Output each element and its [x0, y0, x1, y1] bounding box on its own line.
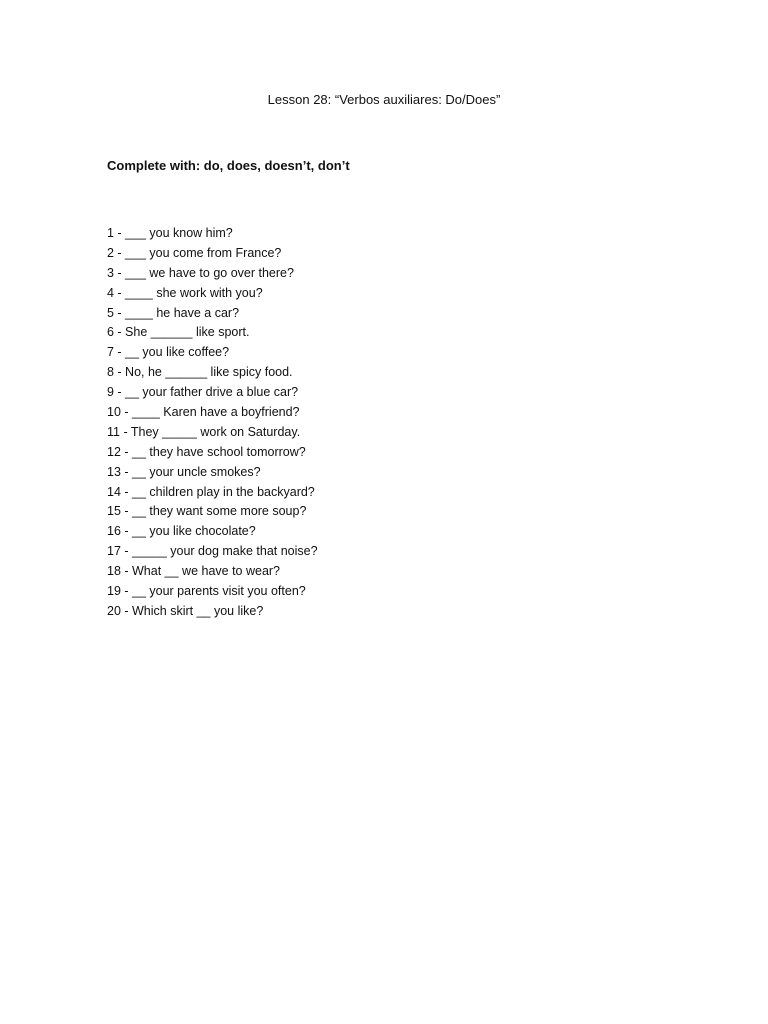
exercise-item: 10 - ____ Karen have a boyfriend? [107, 405, 300, 420]
exercise-item: 2 - ___ you come from France? [107, 245, 282, 260]
exercise-item: 1 - ___ you know him? [107, 226, 233, 240]
exercise-item: 16 - __ you like chocolate? [107, 524, 256, 539]
exercise-item: 15 - __ they want some more soup? [107, 504, 307, 519]
instruction-text: Complete with: do, does, doesn’t, don’t [107, 158, 350, 173]
exercise-item: 13 - __ your uncle smokes? [107, 464, 261, 479]
exercise-item: 8 - No, he ______ like spicy food. [107, 365, 293, 380]
exercise-item: 6 - She ______ like sport. [107, 325, 250, 340]
exercise-item: 4 - ____ she work with you? [107, 285, 263, 300]
exercise-item: 9 - __ your father drive a blue car? [107, 385, 299, 400]
exercise-item: 19 - __ your parents visit you often? [107, 584, 306, 599]
exercise-list [107, 224, 318, 622]
exercise-item: 18 - What __ we have to wear? [107, 564, 281, 579]
exercise-item: 17 - _____ your dog make that noise? [107, 544, 318, 559]
exercise-item: 5 - ____ he have a car? [107, 305, 240, 320]
exercise-item: 20 - Which skirt __ you like? [107, 603, 264, 618]
exercise-item: 12 - __ they have school tomorrow? [107, 444, 306, 459]
exercise-item: 7 - __ you like coffee? [107, 345, 230, 360]
exercise-item: 3 - ___ we have to go over there? [107, 265, 294, 280]
lesson-title: Lesson 28: “Verbos auxiliares: Do/Does” [267, 92, 501, 107]
exercise-item: 11 - They _____ work on Saturday. [107, 424, 301, 439]
exercise-item: 14 - __ children play in the backyard? [107, 484, 315, 499]
